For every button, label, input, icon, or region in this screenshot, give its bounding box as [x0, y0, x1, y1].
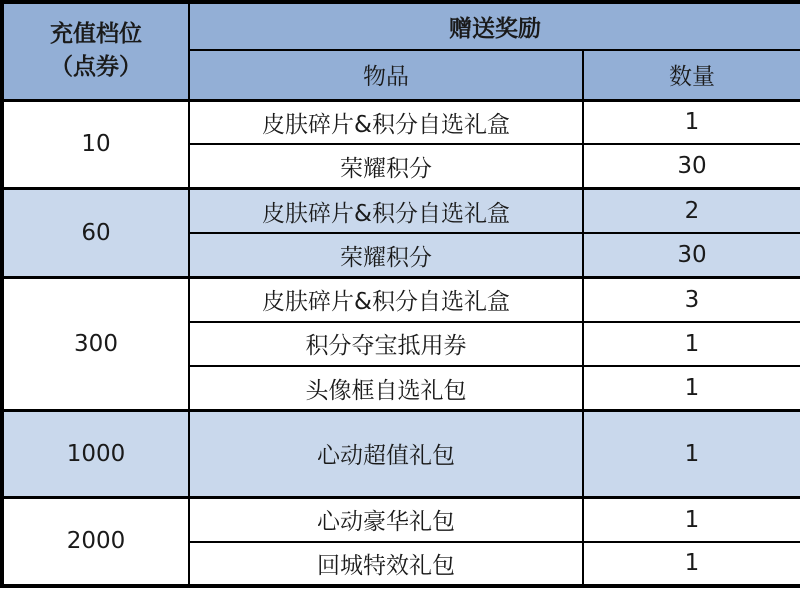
table-row	[2, 100, 800, 144]
qty-cell: 1	[583, 366, 800, 410]
tier-cell: 10	[2, 100, 189, 189]
qty-cell: 30	[583, 144, 800, 188]
table-row	[2, 189, 800, 233]
qty-cell: 1	[583, 411, 800, 498]
item-cell: 头像框自选礼包	[189, 366, 583, 410]
item-column-header: 物品	[189, 50, 583, 100]
item-cell: 积分夺宝抵用券	[189, 322, 583, 366]
tier-column-header	[2, 2, 189, 100]
tier-cell: 2000	[2, 497, 189, 586]
item-cell: 荣耀积分	[189, 144, 583, 188]
table-row	[2, 411, 800, 498]
item-cell: 回城特效礼包	[189, 542, 583, 586]
tier-cell: 60	[2, 189, 189, 278]
qty-cell: 1	[583, 542, 800, 586]
item-cell: 心动超值礼包	[189, 411, 583, 498]
tier-cell: 1000	[2, 411, 189, 498]
qty-cell: 1	[583, 497, 800, 541]
item-cell: 皮肤碎片&积分自选礼盒	[189, 100, 583, 144]
tier-header-line2: （点券）	[50, 54, 142, 81]
qty-cell: 30	[583, 233, 800, 277]
table-row	[2, 497, 800, 541]
qty-cell: 2	[583, 189, 800, 233]
item-cell: 心动豪华礼包	[189, 497, 583, 541]
tier-cell: 300	[2, 277, 189, 410]
qty-cell: 3	[583, 277, 800, 321]
item-cell: 荣耀积分	[189, 233, 583, 277]
table-row	[2, 277, 800, 321]
qty-cell: 1	[583, 100, 800, 144]
qty-cell: 1	[583, 322, 800, 366]
item-cell: 皮肤碎片&积分自选礼盒	[189, 277, 583, 321]
item-cell: 皮肤碎片&积分自选礼盒	[189, 189, 583, 233]
tier-header-line1: 充值档位	[50, 20, 142, 47]
rewards-column-header: 赠送奖励	[189, 2, 800, 50]
header-row-1	[2, 2, 800, 50]
qty-column-header: 数量	[583, 50, 800, 100]
